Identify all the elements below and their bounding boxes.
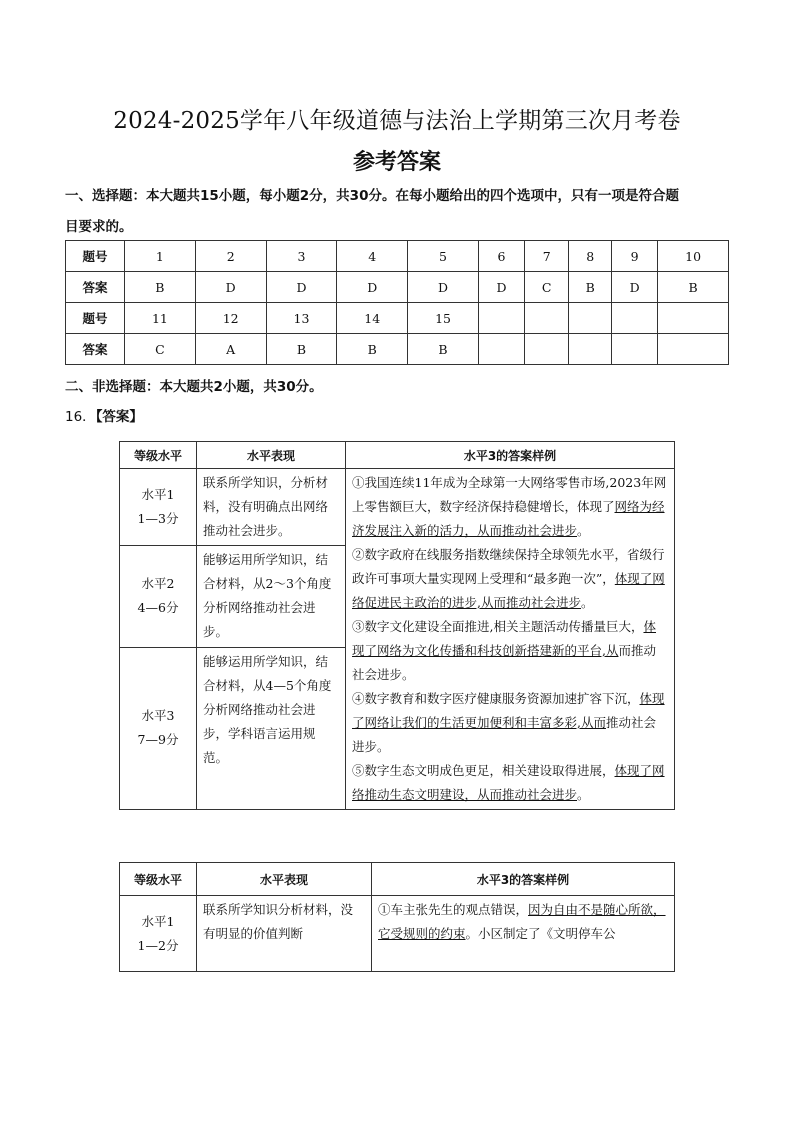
answer-text: ⑤数字生态文明成色更足，相关建设取得进展， [352, 763, 615, 778]
answer-cell: B [408, 334, 479, 365]
question-number: 6 [478, 241, 524, 272]
answer-cell: B [658, 272, 729, 303]
answer-point [352, 687, 668, 759]
page-title: 2024-2025学年八年级道德与法治上学期第三次月考卷 [113, 108, 681, 134]
table-row [120, 469, 675, 546]
question-number: 2 [195, 241, 266, 272]
empty-cell [569, 334, 612, 365]
empty-cell [478, 334, 524, 365]
question-number: 12 [195, 303, 266, 334]
section1-instructions-cont: 目要求的。 [65, 219, 133, 235]
answer-cell: B [266, 334, 337, 365]
question-number: 3 [266, 241, 337, 272]
answer-point [352, 471, 668, 543]
level-name: 水平2 [141, 576, 175, 592]
column-header: 水平3的答案样例 [346, 442, 675, 469]
answer-cell: A [195, 334, 266, 365]
sample-answer [346, 469, 675, 810]
level-cell [120, 896, 197, 972]
question-number: 7 [525, 241, 569, 272]
answer-key-point: 体现了网络推动生态文明建设，从而推动社会进步 [352, 763, 665, 802]
level-name: 水平3 [141, 708, 175, 724]
column-header: 水平表现 [197, 442, 346, 469]
answer-cell: C [125, 334, 196, 365]
level-range: 4—6分 [137, 600, 179, 616]
sample-answer [372, 896, 675, 972]
answer-key-point: 体现了网络让我们的生活更加便利和丰富多彩,从而 [352, 691, 665, 730]
answer-cell: D [337, 272, 408, 303]
level-cell [120, 469, 197, 546]
answer-text: 。 [577, 523, 590, 538]
answer-text: 。小区制定了《文明停车公 [465, 926, 616, 941]
answer-cell: D [195, 272, 266, 303]
answer-text: 推动社会进步。 [352, 715, 656, 754]
question-number: 9 [612, 241, 658, 272]
level-description: 能够运用所学知识，结合材料，从2～3个角度分析网络推动社会进步。 [197, 546, 346, 647]
answer-cell: D [408, 272, 479, 303]
section1-instructions: 一、选择题：本大题共15小题，每小题2分，共30分。在每小题给出的四个选项中，只有一项是符合题 [65, 188, 679, 204]
level-name: 水平1 [141, 487, 175, 503]
rubric-table-16 [119, 441, 675, 810]
rubric-table-17 [119, 862, 675, 972]
row-label: 答案 [66, 272, 125, 303]
question-number: 4 [337, 241, 408, 272]
answer-cell: B [337, 334, 408, 365]
question-number: 1 [125, 241, 196, 272]
question-16-label [65, 405, 143, 425]
question-number: 8 [569, 241, 612, 272]
row-label: 答案 [66, 334, 125, 365]
answer-key-point: 因为自由不是随心所欲，它受规则的约束 [378, 902, 666, 941]
answer-cell: C [525, 272, 569, 303]
level-range: 1—3分 [137, 511, 179, 527]
level-name: 水平1 [141, 913, 175, 929]
question-number: 11 [125, 303, 196, 334]
answer-tag: 【答案】 [95, 409, 143, 425]
table-row [66, 272, 729, 303]
empty-cell [658, 303, 729, 334]
level-description: 联系所学知识分析材料，没有明显的价值判断 [197, 896, 372, 972]
empty-cell [525, 303, 569, 334]
answer-text: 而推动社会进步。 [352, 643, 656, 682]
table-header-row [120, 442, 675, 469]
empty-cell [525, 334, 569, 365]
column-header: 水平3的答案样例 [372, 863, 675, 896]
question-number: 15 [408, 303, 479, 334]
answer-cell: B [569, 272, 612, 303]
answer-key-point: 网络为经济发展注入新的活力，从而推动社会进步 [352, 499, 665, 538]
question-number: 13 [266, 303, 337, 334]
answer-text: ③数字文化建设全面推进,相关主题活动传播量巨大， [352, 619, 644, 634]
row-label: 题号 [66, 241, 125, 272]
answer-text: ①车主张先生的观点错误， [378, 902, 529, 917]
question-number: 10 [658, 241, 729, 272]
answer-text: 。 [580, 595, 594, 610]
answer-cell: B [125, 272, 196, 303]
answer-cell: D [612, 272, 658, 303]
answer-point [352, 759, 668, 807]
answer-key-point: 体现了网络促进民主政治的进步,从而推动社会进步 [352, 571, 665, 610]
table-row [66, 241, 729, 272]
table-row [120, 896, 675, 972]
level-description: 能够运用所学知识，结合材料，从4—5个角度分析网络推动社会进步，学科语言运用规范。 [197, 647, 346, 809]
level-range: 7—9分 [137, 732, 179, 748]
row-label: 题号 [66, 303, 125, 334]
table-row [66, 334, 729, 365]
answer-text: 。 [577, 787, 590, 802]
table-row [66, 303, 729, 334]
question-number: 16． [65, 409, 96, 425]
answer-point [352, 615, 668, 687]
level-range: 1—2分 [137, 937, 179, 953]
answer-text: ①我国连续11年成为全球第一大网络零售市场,2023年网上零售额巨大，数字经济保持稳健增长，体现了 [352, 475, 667, 514]
empty-cell [478, 303, 524, 334]
answer-cell: D [478, 272, 524, 303]
empty-cell [569, 303, 612, 334]
column-header: 等级水平 [120, 442, 197, 469]
empty-cell [658, 334, 729, 365]
table-header-row [120, 863, 675, 896]
section2-heading: 二、非选择题：本大题共2小题，共30分。 [65, 379, 323, 395]
column-header: 等级水平 [120, 863, 197, 896]
question-number: 14 [337, 303, 408, 334]
level-cell [120, 546, 197, 647]
empty-cell [612, 303, 658, 334]
answer-cell: D [266, 272, 337, 303]
answer-table [65, 240, 729, 365]
level-description: 联系所学知识，分析材料，没有明确点出网络推动社会进步。 [197, 469, 346, 546]
empty-cell [612, 334, 658, 365]
level-cell [120, 647, 197, 809]
answer-key-point: 体现了网络为文化传播和科技创新搭建新的平台,从 [352, 619, 656, 658]
column-header: 水平表现 [197, 863, 372, 896]
question-number: 5 [408, 241, 479, 272]
page-subtitle: 参考答案 [352, 149, 441, 175]
answer-text: ②数字政府在线服务指数继续保持全球领先水平，省级行政许可事项大量实现网上受理和“最多跑一次”， [352, 547, 665, 586]
answer-point [352, 543, 668, 615]
answer-text: ④数字教育和数字医疗健康服务资源加速扩容下沉， [352, 691, 640, 706]
